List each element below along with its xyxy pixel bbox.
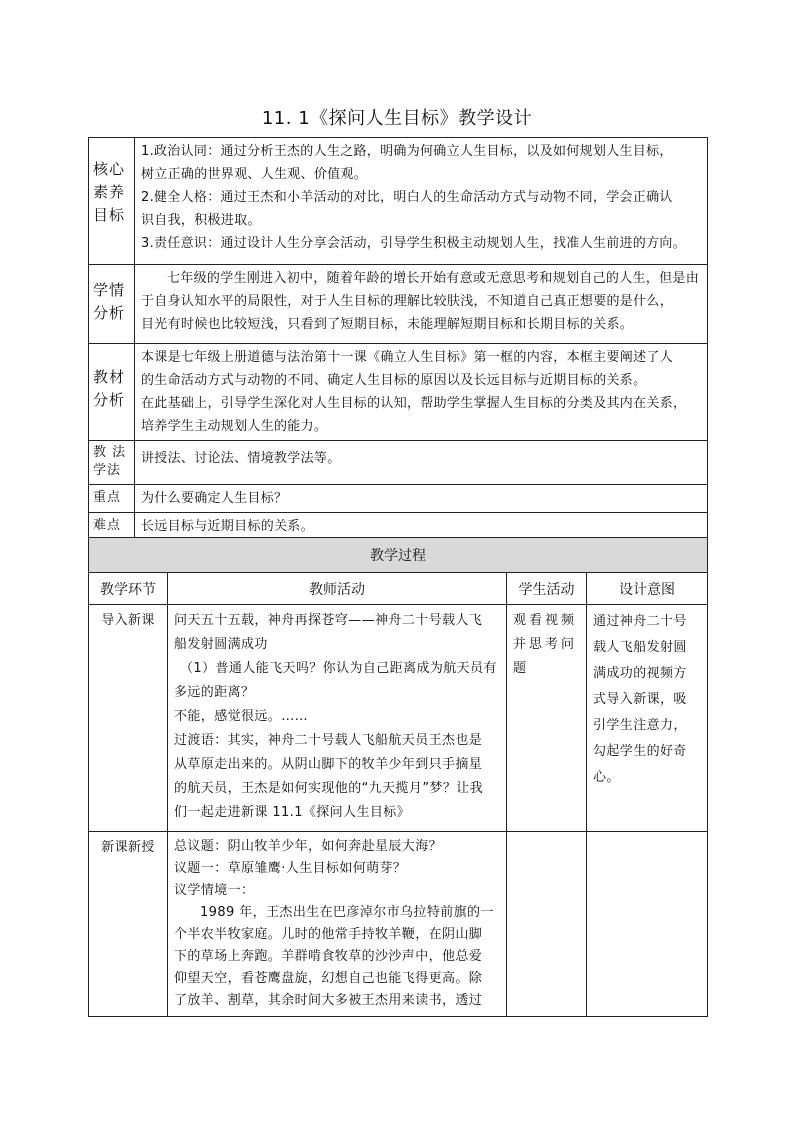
- methods-label: 教 法 学法: [89, 441, 135, 485]
- new-lesson-row: [89, 832, 708, 1017]
- learner-analysis-text: 七年级的学生刚进入初中，随着年龄的增长开始有意或无意思考和规划自己的人生，但是由 于自身认知水平的局限性，对于人生目标的理解比较肤浅，不知道自己真正想要的是什么， 目光有时候也比较短浅，只看到了短期目标，未能理解短期目标和长期目标的关系。: [135, 265, 708, 344]
- teaching-process-heading: 教学过程: [89, 538, 708, 573]
- header-stage: 教学环节: [89, 573, 168, 605]
- lesson-overview-table: [88, 137, 708, 541]
- material-analysis-label: 教材 分析: [89, 344, 135, 441]
- methods-row: [89, 441, 708, 485]
- intro-stage: 导入新课: [89, 605, 168, 832]
- header-design-intent: 设计意图: [587, 573, 708, 605]
- difficulty-label: 难点: [89, 513, 135, 541]
- new-lesson-design-intent: [587, 832, 708, 1017]
- core-literacy-row: [89, 138, 708, 265]
- document-title: 11. 1《探问人生目标》教学设计: [261, 108, 533, 129]
- material-analysis-text: 本课是七年级上册道德与法治第十一课《确立人生目标》第一框的内容，本框主要阐述了人 的生命活动方式与动物的不同、确定人生目标的原因以及长远目标与近期目标的关系。 在此基础上，引导学生深化对人生目标的认知，帮助学生掌握人生目标的分类及其内在关系， 培养学生主动规划人生的能力。: [135, 344, 708, 441]
- learner-analysis-label: 学情 分析: [89, 265, 135, 344]
- teaching-process-table: [88, 537, 708, 1017]
- key-point-label: 重点: [89, 485, 135, 513]
- intro-teacher-activity: 问天五十五载，神舟再探苍穹——神舟二十号载人飞 船发射圆满成功 （1）普通人能飞天吗？你认为自己距离成为航天员有 多远的距离？ 不能，感觉很远。…… 过渡语：其实，神舟二十号载人飞船航天员王杰也是 从草原走出来的。从阴山脚下的牧羊少年到只手摘星 的航天员，王杰是如何实现他的“九天揽月”梦？让我 们一起走进新课 11.1《探问人生目标》: [168, 605, 507, 832]
- new-lesson-student-activity: [507, 832, 587, 1017]
- header-student-activity: 学生活动: [507, 573, 587, 605]
- key-point-row: [89, 485, 708, 513]
- core-literacy-goals: 1.政治认同：通过分析王杰的人生之路，明确为何确立人生目标，以及如何规划人生目标， 树立正确的世界观、人生观、价值观。 2.健全人格：通过王杰和小羊活动的对比，明白人的生命活动方式与动物不同，学会正确认 识自我，积极进取。 3.责任意识：通过设计人生分享会活动，引导学生积极主动规划人生，找准人生前进的方向。: [135, 138, 708, 265]
- intro-row: [89, 605, 708, 832]
- material-analysis-row: [89, 344, 708, 441]
- intro-student-activity: 观看视频 并思考问 题: [507, 605, 587, 832]
- new-lesson-stage: 新课新授: [89, 832, 168, 1017]
- intro-design-intent: 通过神舟二十号 载人飞船发射圆 满成功的视频方 式导入新课，吸 引学生注意力， 勾起学生的好奇 心。: [587, 605, 708, 832]
- process-header-row: [89, 573, 708, 605]
- header-teacher-activity: 教师活动: [168, 573, 507, 605]
- methods-text: 讲授法、讨论法、情境教学法等。: [135, 441, 708, 485]
- core-literacy-label: 核心 素养 目标: [89, 138, 135, 265]
- key-point-text: 为什么要确定人生目标？: [135, 485, 708, 513]
- difficulty-text: 长远目标与近期目标的关系。: [135, 513, 708, 541]
- learner-analysis-row: [89, 265, 708, 344]
- new-lesson-teacher-activity: 总议题：阴山牧羊少年，如何奔赴星辰大海？ 议题一：草原雏鹰·人生目标如何萌芽？ 议学情境一： 1989 年，王杰出生在巴彦淖尔市乌拉特前旗的一 个半农半牧家庭。儿时的他常手持牧羊鞭，在阴山脚 下的草场上奔跑。羊群啃食牧草的沙沙声中，他总爱 仰望天空，看苍鹰盘旋，幻想自己也能飞得更高。除 了放羊、割草，其余时间大多被王杰用来读书，透过: [168, 832, 507, 1017]
